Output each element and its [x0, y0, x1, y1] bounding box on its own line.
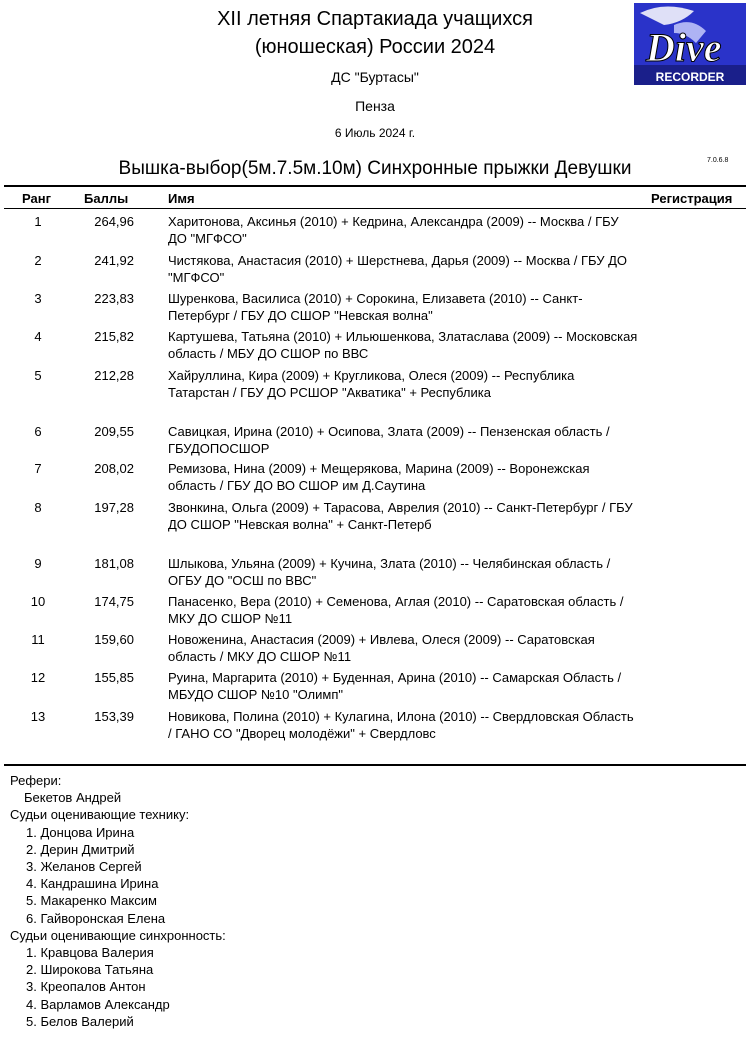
names: Новоженина, Анастасия (2009) + Ивлева, Олеся (2009) -- Саратовская область / МКУ ДО СШОР №11	[168, 632, 595, 664]
score: 241,92	[94, 253, 134, 268]
technique-judge: 6. Гайворонская Елена	[26, 910, 166, 926]
title-line-2: (юношеская) России 2024	[254, 36, 496, 58]
city: Пенза	[355, 98, 395, 114]
score: 153,39	[94, 709, 134, 724]
version: 7.0.6.8	[707, 157, 729, 164]
logo-text-dive: Dive	[646, 25, 722, 70]
date: 6 Июль 2024 г.	[334, 126, 416, 140]
dive-recorder-logo-icon	[634, 3, 746, 85]
score: 174,75	[94, 594, 134, 609]
referee-name: Бекетов Андрей	[24, 790, 122, 806]
names: Харитонова, Аксинья (2010) + Кедрина, Александра (2009) -- Москва / ГБУ ДО "МГФСО"	[168, 214, 619, 246]
names: Новикова, Полина (2010) + Кулагина, Илона (2010) -- Свердловская Область / ГАНО СО "Дворец молодёжи" + Свердловс	[168, 709, 634, 741]
table-top-rule	[4, 185, 746, 187]
names: Савицкая, Ирина (2010) + Осипова, Злата (2009) -- Пензенская область / ГБУДОПОСШОР	[168, 424, 610, 456]
names: Чистякова, Анастасия (2010) + Шерстнева, Дарья (2009) -- Москва / ГБУ ДО "МГФСО"	[168, 253, 627, 285]
column-rank: Ранг	[22, 191, 51, 206]
names: Ремизова, Нина (2009) + Мещерякова, Марина (2009) -- Воронежская область / ГБУ ДО ВО СШОР им Д.Саутина	[168, 461, 590, 493]
names: Панасенко, Вера (2010) + Семенова, Аглая (2010) -- Саратовская область / МКУ ДО СШОР №11	[168, 594, 624, 626]
event-title: Вышка-выбор(5м.7.5м.10м) Синхронные прыжки Девушки	[118, 158, 632, 179]
score: 223,83	[94, 291, 134, 306]
technique-judge: 4. Кандрашина Ирина	[26, 876, 159, 892]
rank: 8	[34, 500, 42, 515]
score: 181,08	[94, 556, 134, 571]
rank: 11	[31, 632, 45, 647]
technique-judge: 5. Макаренко Максим	[26, 893, 157, 909]
names: Звонкина, Ольга (2009) + Тарасова, Аврелия (2010) -- Санкт-Петербург / ГБУ ДО СШОР "Невская волна" + Санкт-Петерб	[168, 500, 633, 532]
rank: 4	[34, 329, 42, 344]
sync-judge: 5. Белов Валерий	[26, 1013, 134, 1029]
rank: 5	[34, 368, 42, 383]
score: 215,82	[94, 329, 134, 344]
technique-judge: 2. Дерин Дмитрий	[26, 841, 135, 857]
sync-judge: 4. Варламов Александр	[26, 996, 170, 1012]
rank: 2	[34, 253, 42, 268]
score: 159,60	[94, 632, 134, 647]
rank: 10	[30, 594, 46, 609]
logo-text-recorder: RECORDER	[655, 70, 725, 84]
column-score: Баллы	[84, 191, 129, 206]
rank: 12	[30, 670, 46, 685]
sync-judges-label: Судьи оценивающие синхронность:	[10, 927, 226, 943]
score: 197,28	[94, 500, 134, 515]
names: Шуренкова, Василиса (2010) + Сорокина, Елизавета (2010) -- Санкт-Петербург / ГБУ ДО СШОР "Невская волна"	[168, 291, 583, 323]
technique-judge: 3. Желанов Сергей	[26, 859, 142, 875]
sync-judge: 2. Широкова Татьяна	[26, 962, 154, 978]
technique-judges-label: Судьи оценивающие технику:	[10, 807, 190, 823]
table-header-rule	[4, 208, 746, 209]
rank: 13	[30, 709, 46, 724]
score: 208,02	[94, 461, 134, 476]
officials	[10, 772, 226, 1030]
sync-judge: 1. Кравцова Валерия	[26, 945, 154, 961]
names: Шлыкова, Ульяна (2009) + Кучина, Злата (2010) -- Челябинская область / ОГБУ ДО "ОСШ по ВВС"	[168, 556, 611, 588]
names: Хайруллина, Кира (2009) + Кругликова, Олеся (2009) -- Республика Татарстан / ГБУ ДО РСШОР "Акватика" + Республика	[168, 368, 575, 400]
rank: 7	[34, 461, 42, 476]
title-line-1: XII летняя Спартакиада учащихся	[217, 8, 533, 30]
score: 209,55	[94, 424, 134, 439]
technique-judge: 1. Донцова Ирина	[26, 824, 135, 840]
rank: 9	[34, 556, 42, 571]
score: 155,85	[94, 670, 134, 685]
rank: 3	[34, 291, 42, 306]
names: Картушева, Татьяна (2010) + Ильюшенкова, Златаслава (2009) -- Московская область / МБУ ДО СШОР по ВВС	[168, 329, 638, 361]
score: 212,28	[94, 368, 134, 383]
rank: 1	[34, 214, 42, 229]
column-registration: Регистрация	[651, 191, 733, 206]
column-name: Имя	[168, 191, 195, 206]
rank: 6	[34, 424, 42, 439]
table-bottom-rule	[4, 764, 746, 766]
dive-recorder-logo	[634, 3, 746, 85]
sync-judge: 3. Креопалов Антон	[26, 979, 146, 995]
score: 264,96	[94, 214, 134, 229]
names: Руина, Маргарита (2010) + Буденная, Арина (2010) -- Самарская Область / МБУДО СШОР №10 "Олимп"	[168, 670, 622, 702]
referee-label: Рефери:	[10, 773, 62, 788]
venue: ДС "Буртасы"	[331, 69, 419, 85]
